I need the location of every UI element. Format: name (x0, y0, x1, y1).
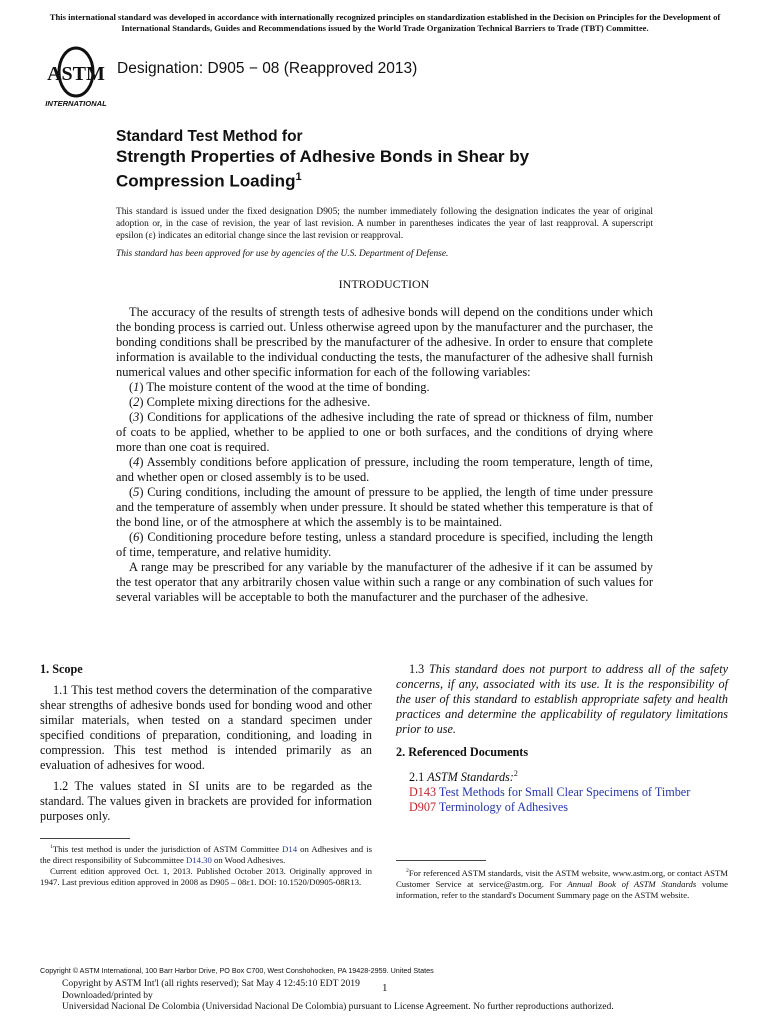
reference-code-link[interactable]: D143 (409, 785, 437, 800)
tbt-notice: This international standard was developed in accordance with internationally recognized principles on standardization established in the Decision on Principles for the Development of International Standards, Guides and Recommendations issued by the World Trade Organization Technical Barriers to Trade (TBT) Committee. (49, 12, 721, 33)
reference-item-d907[interactable] (396, 800, 728, 815)
subcommittee-d14-30-link[interactable]: D14.30 (185, 854, 212, 865)
scope-1-2: 1.2 The values stated in SI units are to be regarded as the standard. The values given in brackets are provided for information purposes only. (40, 779, 372, 823)
page-number: 1 (382, 982, 388, 994)
intro-item: (2) Complete mixing directions for the adhesive. (129, 395, 371, 409)
intro-item: (6) Conditioning procedure before testing, unless a standard procedure is specified, including the length of time, temperature, and relative humidity. (116, 530, 653, 559)
license-stamp: Copyright by ASTM Int'l (all rights reserved); Sat May 4 12:45:10 EDT 2019 Downloaded/printed by Universidad Nacional De Colombia (Universidad Nacional De Colombia) pursuant to License Agreement. No further reproductions authorized. (62, 978, 614, 1012)
intro-item: (4) Assembly conditions before application of pressure, including the room temperature, length of time, and whether open or closed assembly is to be used. (116, 455, 653, 484)
logo-text: ASTM (47, 63, 105, 85)
astm-logo (40, 46, 112, 108)
copyright-bar: Copyright © ASTM International, 100 Barr Harbor Drive, PO Box C700, West Conshohocken, PA 19428-2959. United States (40, 966, 434, 975)
references-subheading: 2.1 ASTM Standards:$^2$ (409, 769, 518, 785)
footnote-rule-right (396, 860, 486, 861)
title-line-2: Strength Properties of Adhesive Bonds in Shear by (116, 147, 530, 166)
scope-1-1: 1.1 This test method covers the determination of the comparative shear strengths of adhesive bonds used for bonding wood and other similar materials, when tested on a standard specimen under specified conditions of preparation, conditioning, and loading in compression. This test method is intended primarily as an evaluation of adhesives for wood. (40, 683, 372, 772)
title-line-1: Standard Test Method for (116, 128, 303, 145)
intro-closing: A range may be prescribed for any variable by the manufacturer of the adhesive if it can be assumed by the test operator that any arbitrarily chosen value within such a range or any combination of such values for several variables will be acceptable to both the manufacturer and the purchaser of the adhesive. (116, 560, 653, 604)
introduction-heading: INTRODUCTION (338, 277, 430, 291)
scope-heading: 1. Scope (40, 662, 83, 676)
title-block (116, 127, 529, 192)
title-line-3: Compression Loading$^1$ (116, 171, 302, 191)
footnote-1 (40, 842, 372, 888)
approved-notice: This standard has been approved for use by agencies of the U.S. Department of Defense. (116, 249, 449, 259)
issued-notice: This standard is issued under the fixed designation D905; the number immediately following the designation indicates the year of original adoption or, in the case of revision, the year of last revision. A number in parentheses indicates the year of last reapproval. A superscript epsilon (ε) indicates an editorial change since the last revision or reapproval. (116, 207, 653, 241)
reference-item-d143[interactable] (396, 785, 728, 800)
reference-title-link[interactable]: Terminology of Adhesives (438, 800, 569, 815)
committee-d14-link[interactable]: D14 (282, 843, 298, 854)
reference-title-link[interactable]: Test Methods for Small Clear Specimens of Timber (438, 785, 691, 800)
intro-lead: The accuracy of the results of strength tests of adhesive bonds will depend on the conditions under which the bonding process is carried out. Unless otherwise agreed upon by the manufacturer and the purchaser, the bonding conditions shall be prescribed by the manufacturer of the adhesive. In order to ensure that complete information is available to the individual conducting the tests, the manufacturer of the adhesive shall furnish numerical values and other specific information for each of the following variables: (116, 305, 653, 379)
right-column (396, 662, 728, 815)
footnote-1-jurisdiction: $^1$This test method is under the jurisdiction of ASTM Committee D14 on Adhesives and is the direct responsibility of Subcommittee D14.30 on Wood Adhesives. (40, 843, 372, 865)
scope-1-3: 1.3 This standard does not purport to address all of the safety concerns, if any, associated with its use. It is the responsibility of the user of this standard to establish appropriate safety and health practices and determine the applicability of regulatory limitations prior to use. (396, 662, 729, 736)
reference-code-link[interactable]: D907 (409, 800, 437, 815)
references-heading: 2. Referenced Documents (396, 745, 529, 759)
footnote-1-edition: Current edition approved Oct. 1, 2013. Published October 2013. Originally approved in 1947. Last previous edition approved in 2008 as D905 – 08ε1. DOI: 10.1520/D0905-08R13. (40, 865, 372, 887)
footnote-2: $^2$For referenced ASTM standards, visit the ASTM website, www.astm.org, or contact ASTM Customer Service at service@astm.org. For Annual Book of ASTM Standards volume information, refer to the standard's Document Summary page on the ASTM website. (396, 867, 728, 900)
introduction-body (116, 305, 653, 605)
intro-item: (3) Conditions for applications of the adhesive including the rate of spread or thickness of film, number of coats to be applied, whether to be applied to one or both surfaces, and the conditions of drying where more than one coat is required. (116, 410, 653, 454)
designation: Designation: D905 − 08 (Reapproved 2013) (117, 60, 418, 77)
intro-item: (5) Curing conditions, including the amount of pressure to be applied, the length of time under pressure and the temperature of assembly when under pressure. It should be stated whether this temperature is that of the bond line, or of the atmosphere at which the assembly is to be maintained. (116, 485, 653, 529)
title-footnote-mark: 1 (295, 171, 302, 183)
intro-item: (1) The moisture content of the wood at the time of bonding. (129, 380, 430, 394)
logo-subtext: INTERNATIONAL (45, 99, 107, 108)
left-column (40, 662, 372, 830)
footnote-rule-left (40, 838, 130, 839)
